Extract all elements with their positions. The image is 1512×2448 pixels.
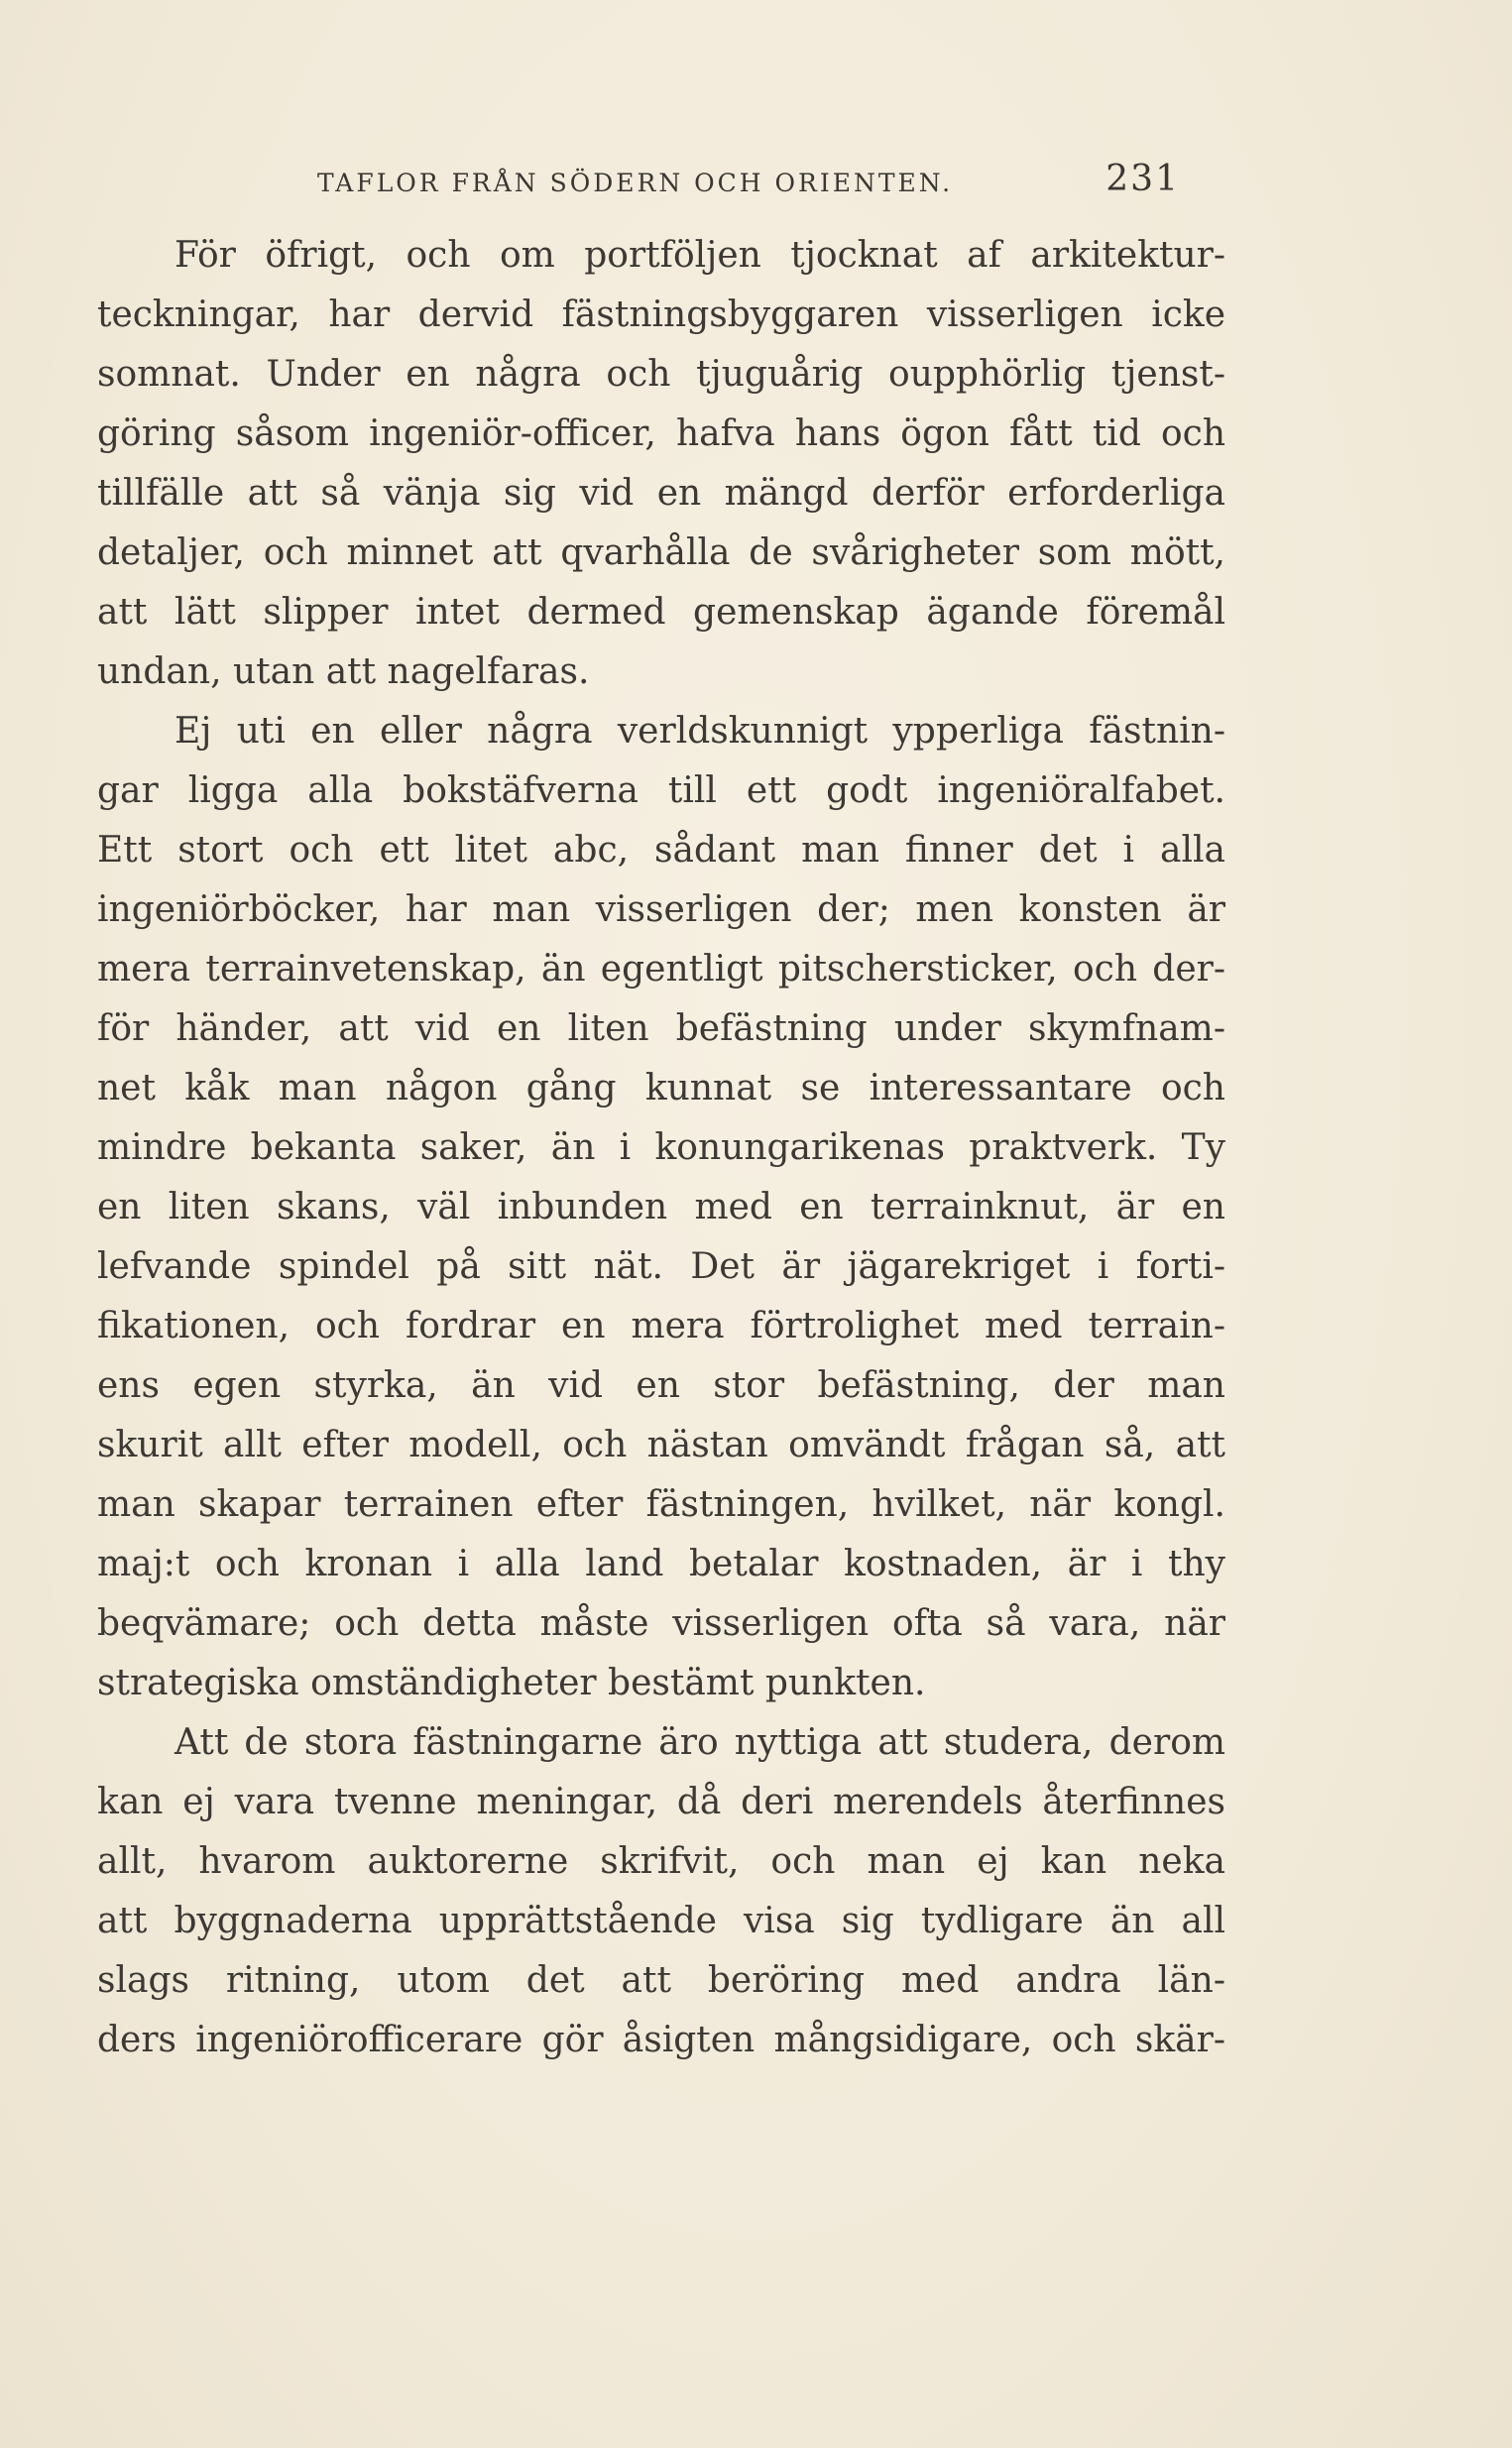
text-line: skurit allt efter modell, och nästan omvändt frågan så, att — [97, 1425, 1225, 1465]
running-head-title: TAFLOR FRÅN SÖDERN OCH ORIENTEN. — [317, 169, 954, 197]
text-line: allt, hvarom auktorerne skrifvit, och man ej kan neka — [97, 1841, 1225, 1882]
running-head — [317, 159, 1180, 208]
text-line: maj:t och kronan i alla land betalar kostnaden, är i thy — [97, 1544, 1225, 1584]
text-line: ens egen styrka, än vid en stor befästning, der man — [97, 1365, 1225, 1406]
text-line: mindre bekanta saker, än i konungarikenas praktverk. Ty — [97, 1127, 1225, 1168]
text-line: gar ligga alla bokstäfverna till ett godt ingeniöralfabet. — [97, 770, 1225, 811]
text-line: mera terrainvetenskap, än egentligt pitschersticker, och der- — [97, 949, 1225, 990]
text-line: teckningar, har dervid fästningsbyggaren visserligen icke — [97, 294, 1225, 335]
text-line: kan ej vara tvenne meningar, då deri merendels återfinnes — [97, 1782, 1225, 1822]
text-line: net kåk man någon gång kunnat se interessantare och — [97, 1068, 1225, 1108]
text-line: en liten skans, väl inbunden med en terrainknut, är en — [97, 1187, 1225, 1227]
text-line: för händer, att vid en liten befästning under skymfnam- — [97, 1008, 1225, 1049]
text-line: undan, utan att nagelfaras. — [97, 651, 590, 692]
text-line: Att de stora fästningarne äro nyttiga att studera, derom — [174, 1722, 1225, 1763]
text-line: lefvande spindel på sitt nät. Det är jägarekriget i forti- — [97, 1246, 1225, 1287]
text-line: ders ingeniörofficerare gör åsigten mångsidigare, och skär- — [97, 2020, 1225, 2060]
text-line: Ej uti en eller några verldskunnigt ypperliga fästnin- — [174, 711, 1225, 752]
text-line: Ett stort och ett litet abc, sådant man finner det i alla — [97, 830, 1225, 871]
text-line: För öfrigt, och om portföljen tjocknat af arkitektur- — [174, 235, 1225, 276]
text-line: fikationen, och fordrar en mera förtrolighet med terrain- — [97, 1306, 1225, 1346]
text-line: tillfälle att så vänja sig vid en mängd derför erforderliga — [97, 473, 1225, 514]
text-line: beqvämare; och detta måste visserligen ofta så vara, när — [97, 1603, 1225, 1644]
text-line: att byggnaderna upprättstående visa sig tydligare än all — [97, 1901, 1225, 1941]
text-line: somnat. Under en några och tjuguårig oupphörlig tjenst- — [97, 354, 1225, 395]
text-line: detaljer, och minnet att qvarhålla de svårigheter som mött, — [97, 532, 1225, 573]
text-line: strategiska omständigheter bestämt punkten. — [97, 1663, 926, 1703]
text-line: att lätt slipper intet dermed gemenskap ägande föremål — [97, 592, 1225, 633]
text-line: man skapar terrainen efter fästningen, hvilket, när kongl. — [97, 1484, 1225, 1525]
body-text — [97, 226, 1225, 2070]
page-number: 231 — [1105, 159, 1180, 199]
text-line: slags ritning, utom det att beröring med andra län- — [97, 1960, 1225, 2001]
text-line: göring såsom ingeniör-officer, hafva hans ögon fått tid och — [97, 413, 1225, 454]
text-line: ingeniörböcker, har man visserligen der; men konsten är — [97, 889, 1225, 930]
